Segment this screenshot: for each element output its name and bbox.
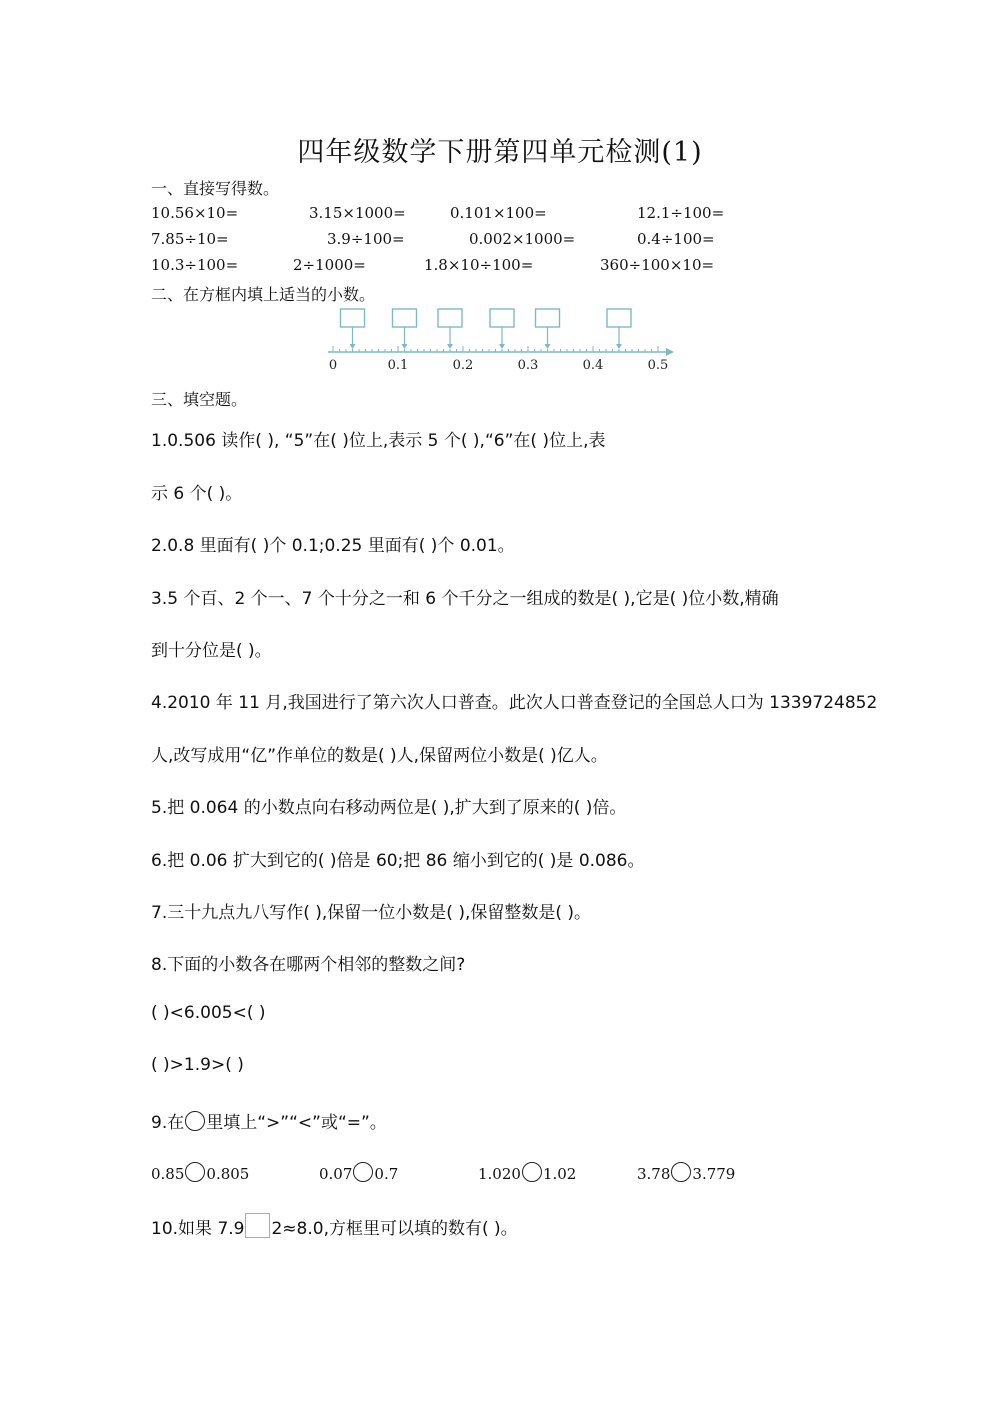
pointer-arrow-icon [447,344,453,349]
section-3-heading: 三、填空题。 [151,390,248,409]
question-8: 8.下面的小数各在哪两个相邻的整数之间? [151,955,466,975]
calc-item: 1.8×10÷100= [424,256,534,274]
compare-left: 1.020 [478,1165,521,1183]
calc-row-2 [0,230,1000,254]
compare-right: 1.02 [542,1165,577,1183]
question-3-line-2: 到十分位是( )。 [151,641,272,661]
question-8-b: ( )>1.9>( ) [151,1055,244,1075]
calc-item: 12.1÷100= [637,204,725,222]
compare-circle[interactable] [671,1162,691,1182]
compare-left: 0.85 [151,1165,185,1183]
calc-row-3 [0,256,1000,280]
compare-right: 0.7 [374,1165,399,1183]
compare-circle[interactable] [522,1162,542,1182]
answer-box [536,309,560,327]
compare-circle[interactable] [353,1162,373,1182]
calc-item: 0.4÷100= [637,230,715,248]
compare-right: 0.805 [206,1165,250,1183]
compare-right: 3.779 [692,1165,736,1183]
tick-label: 0.1 [387,358,409,373]
calc-item: 3.15×1000= [309,204,406,222]
pointer-arrow-icon [402,344,408,349]
question-4-line-2: 人,改写成用“亿”作单位的数是( )人,保留两位小数是( )亿人。 [151,746,608,766]
compare-item [319,1162,398,1183]
question-7: 7.三十九点九八写作( ),保留一位小数是( ),保留整数是( )。 [151,903,592,923]
section-2-heading: 二、在方框内填上适当的小数。 [151,285,376,304]
question-10-prefix: 10.如果 7.9 [151,1219,245,1239]
pointer-arrow-icon [499,344,505,349]
question-9-suffix: 里填上“>”“<”或“=”。 [206,1113,387,1133]
answer-box [607,309,631,327]
number-line-figure [322,308,682,380]
question-1-line-1: 1.0.506 读作( ), “5”在( )位上,表示 5 个( ),“6”在( )位上,表 [151,431,606,451]
axis-arrow-icon [666,348,674,356]
compare-item [478,1162,576,1183]
answer-box [341,309,365,327]
calc-item: 7.85÷10= [151,230,229,248]
question-5: 5.把 0.064 的小数点向右移动两位是( ),扩大到了原来的( )倍。 [151,798,627,818]
question-4-line-1: 4.2010 年 11 月,我国进行了第六次人口普查。此次人口普查登记的全国总人口为 1339724852 [151,693,878,713]
question-3-line-1: 3.5 个百、2 个一、7 个十分之一和 6 个千分之一组成的数是( ),它是( )位小数,精确 [151,589,779,609]
tick-label: 0.2 [452,358,474,373]
number-line-axis [328,346,674,356]
compare-left: 0.07 [319,1165,353,1183]
compare-circle[interactable] [185,1162,205,1182]
answer-boxes [341,309,632,349]
tick-label: 0.4 [582,358,604,373]
answer-box [438,309,462,327]
pointer-arrow-icon [545,344,551,349]
page-title: 四年级数学下册第四单元检测(1) [297,137,703,168]
answer-box [393,309,417,327]
compare-left: 3.78 [637,1165,671,1183]
calc-item: 0.101×100= [450,204,547,222]
calc-item: 360÷100×10= [600,256,715,274]
answer-box [490,309,514,327]
compare-item [151,1162,249,1183]
question-10-suffix: 2≈8.0,方框里可以填的数有( )。 [271,1219,518,1239]
tick-label: 0 [328,358,338,373]
pointer-arrow-icon [350,344,356,349]
calc-row-1 [0,204,1000,228]
compare-item [637,1162,735,1183]
circle-icon [185,1111,205,1131]
question-9 [151,1108,387,1133]
section-1-heading: 一、直接写得数。 [151,179,280,198]
calc-item: 3.9÷100= [327,230,405,248]
question-2: 2.0.8 里面有( )个 0.1;0.25 里面有( )个 0.01。 [151,536,515,556]
calc-item: 10.56×10= [151,204,239,222]
question-10 [151,1213,518,1239]
tick-label: 0.3 [517,358,539,373]
question-8-a: ( )<6.005<( ) [151,1003,266,1023]
tick-label: 0.5 [647,358,669,373]
question-6: 6.把 0.06 扩大到它的( )倍是 60;把 86 缩小到它的( )是 0.086。 [151,851,645,871]
question-1-line-2: 示 6 个( )。 [151,484,243,504]
pointer-arrow-icon [616,344,622,349]
calc-item: 0.002×1000= [469,230,576,248]
number-line-labels [329,358,668,373]
answer-square[interactable] [245,1213,270,1238]
question-9-prefix: 9.在 [151,1113,185,1133]
calc-item: 10.3÷100= [151,256,239,274]
calc-item: 2÷1000= [293,256,366,274]
